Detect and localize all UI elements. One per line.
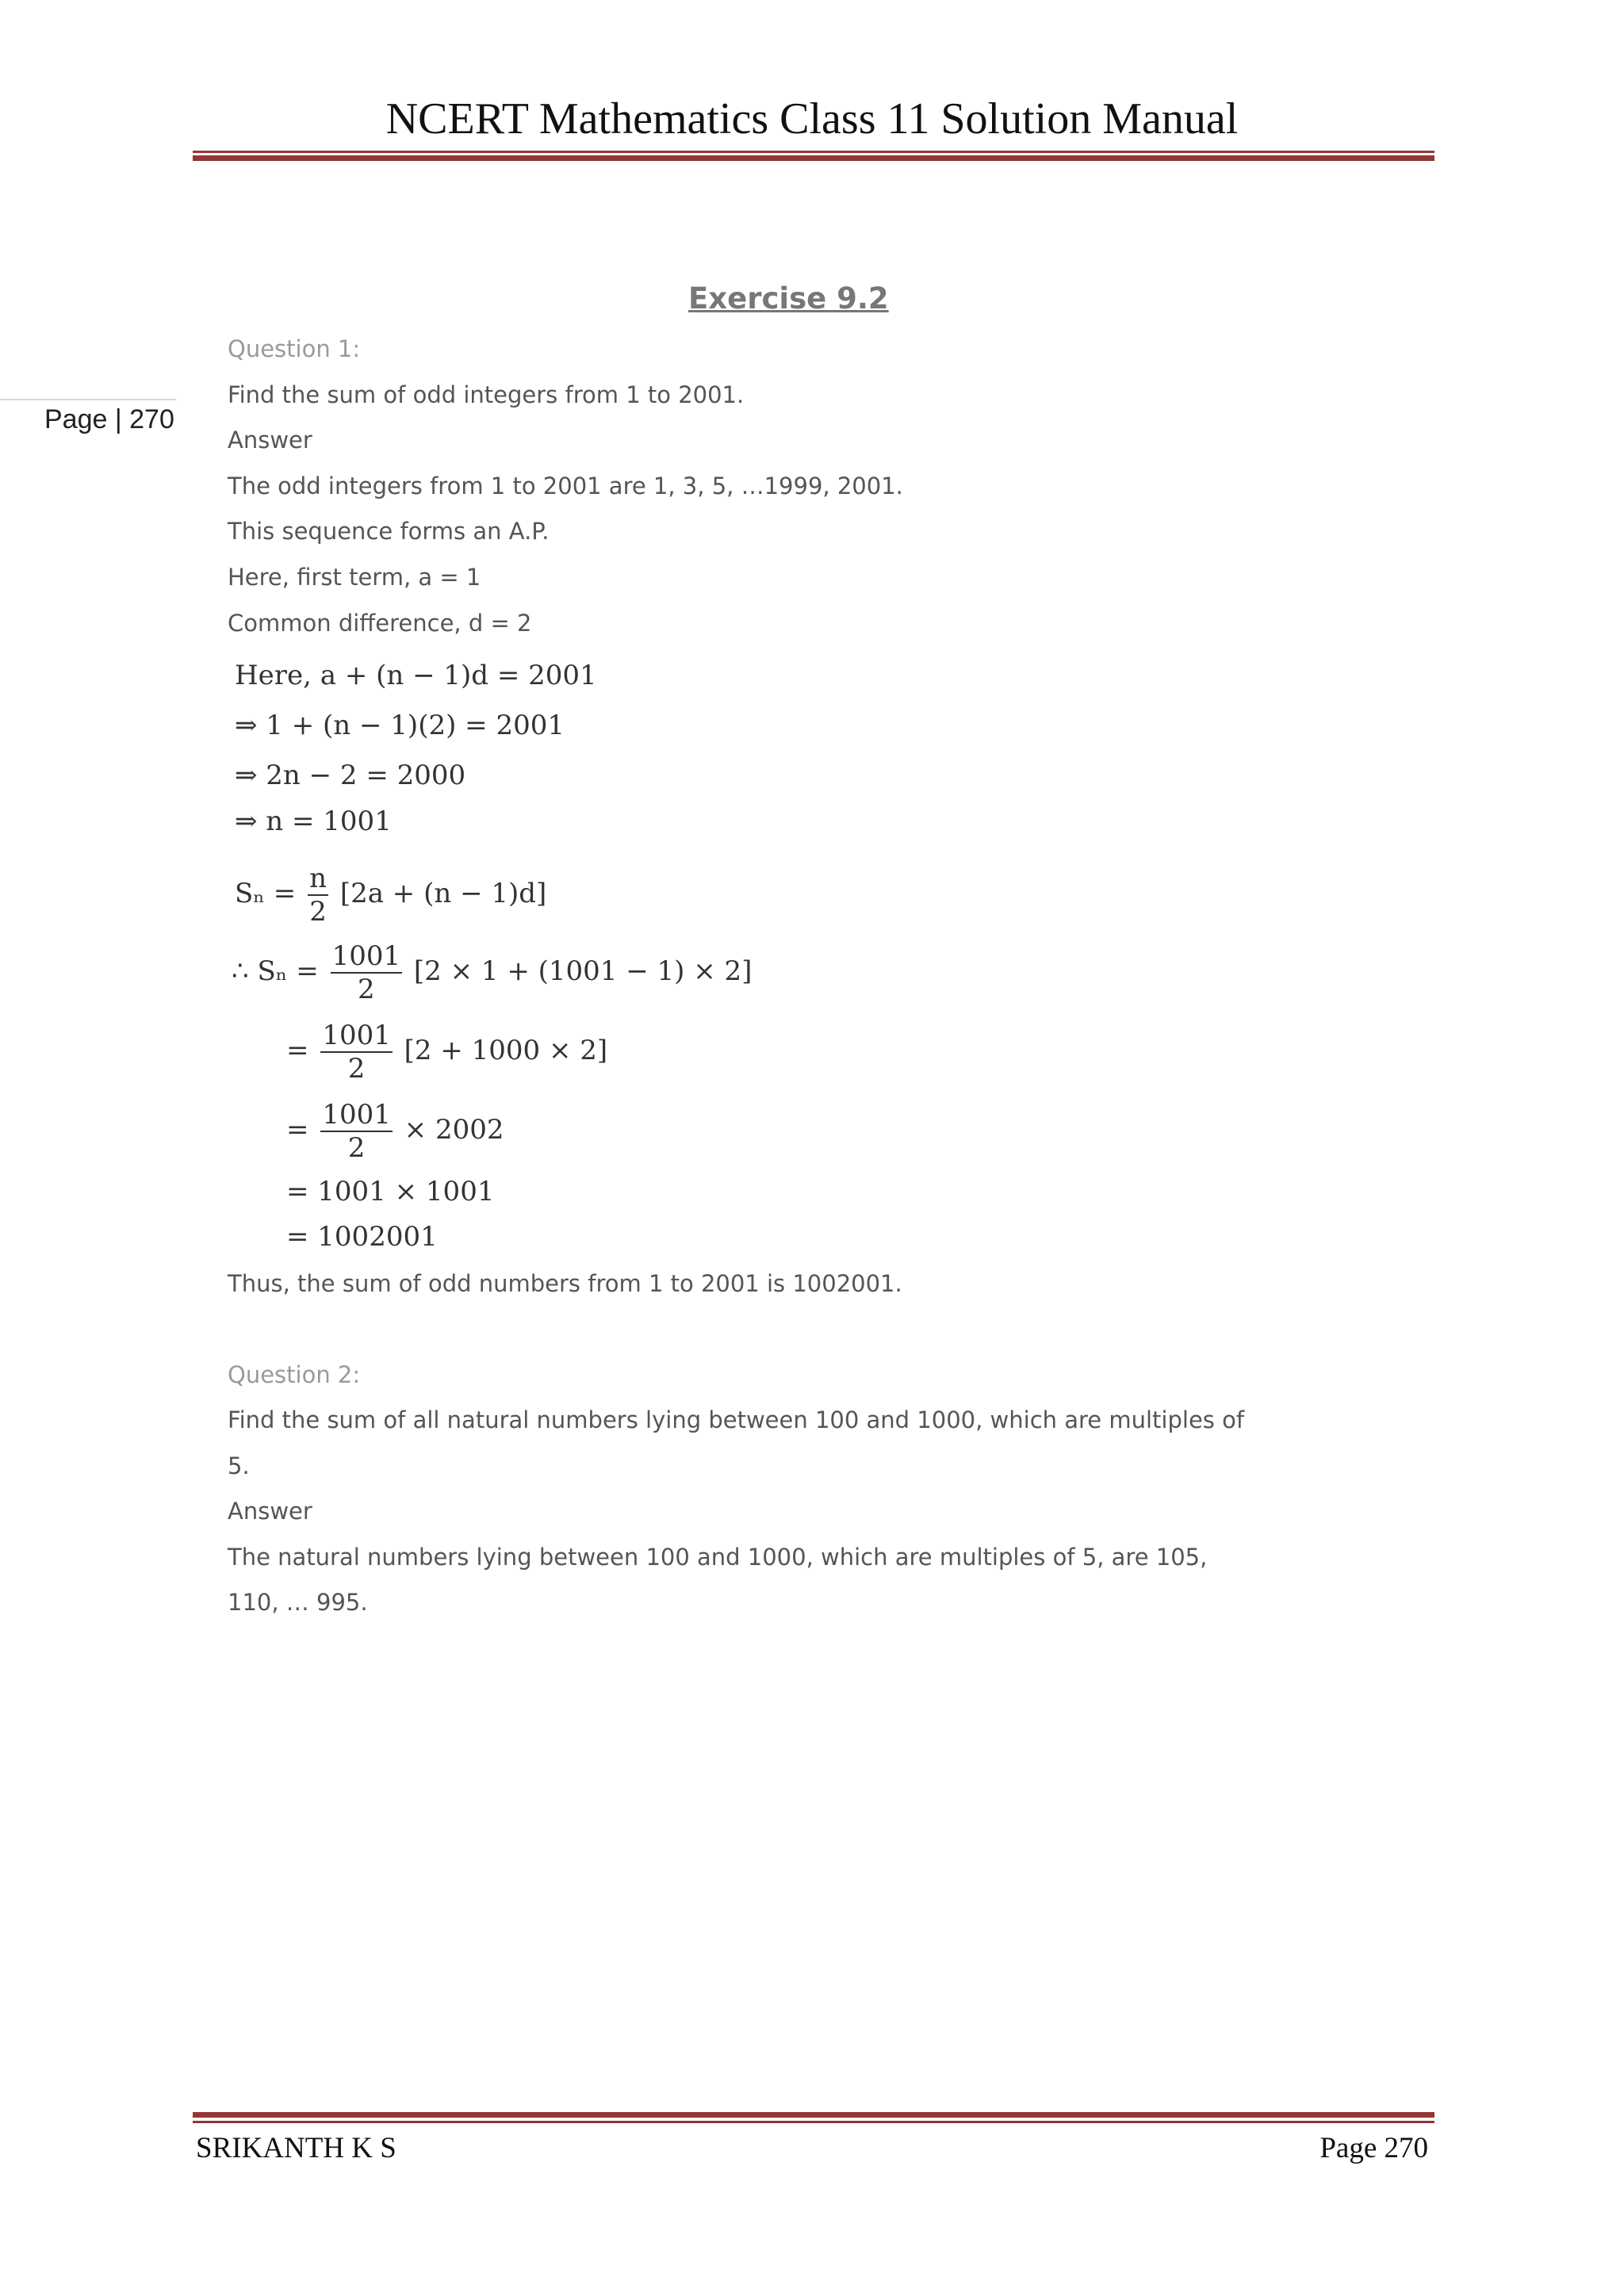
footer-page-number: Page 270: [1320, 2132, 1428, 2164]
footer-author: SRIKANTH K S: [196, 2132, 396, 2164]
denominator: 2: [347, 1132, 366, 1164]
sum-substitution: [232, 940, 752, 1005]
equation-line: ⇒ n = 1001: [235, 806, 392, 837]
fraction: [320, 1099, 393, 1164]
answer-2-label: Answer: [228, 1498, 312, 1525]
equation-line: ⇒ 2n − 2 = 2000: [235, 760, 466, 791]
question-1-text: Find the sum of odd integers from 1 to 2001.: [228, 381, 745, 408]
equation-lhs: ∴ Sₙ =: [232, 955, 319, 987]
answer-1-line: Here, first term, a = 1: [228, 564, 481, 591]
numerator: 1001: [331, 940, 401, 972]
equation-rhs: × 2002: [404, 1114, 504, 1146]
question-2-label: Question 2:: [228, 1361, 361, 1388]
answer-1-line: Common difference, d = 2: [228, 610, 532, 637]
header-rule-bottom: [193, 155, 1434, 161]
answer-1-label: Answer: [228, 427, 312, 453]
fraction: [308, 863, 328, 928]
answer-1-line: The odd integers from 1 to 2001 are 1, 3, 5, …1999, 2001.: [228, 473, 903, 499]
answer-1-line: This sequence forms an A.P.: [228, 518, 550, 545]
sum-step: [286, 1020, 607, 1085]
page-title: NCERT Mathematics Class 11 Solution Manual: [385, 94, 1239, 144]
numerator: 1001: [322, 1020, 391, 1051]
fraction: [331, 940, 403, 1005]
question-1-label: Question 1:: [228, 335, 361, 362]
header-rule-top: [193, 151, 1434, 153]
denominator: 2: [358, 974, 375, 1005]
numerator: 1001: [322, 1099, 391, 1131]
equation-lhs: =: [286, 1035, 309, 1066]
equation-rhs: [2 × 1 + (1001 − 1) × 2]: [413, 955, 753, 987]
equation-lhs: =: [286, 1114, 309, 1146]
equation-rhs: [2a + (n − 1)d]: [339, 878, 547, 909]
equation-line: Here, a + (n − 1)d = 2001: [235, 660, 597, 691]
fraction: [320, 1020, 393, 1085]
footer-rule-top: [193, 2112, 1434, 2118]
answer-1-conclusion: Thus, the sum of odd numbers from 1 to 2001 is 1002001.: [228, 1270, 902, 1297]
question-2-text: Find the sum of all natural numbers lying between 100 and 1000, which are multiples of: [228, 1406, 1245, 1433]
question-2-text: 5.: [228, 1452, 250, 1479]
side-page-tab: Page | 270: [44, 404, 174, 434]
equation-lhs: Sₙ =: [235, 878, 297, 909]
sum-result: = 1002001: [286, 1221, 438, 1253]
equation-rhs: [2 + 1000 × 2]: [404, 1035, 608, 1066]
numerator: n: [309, 863, 327, 894]
side-tab-divider: [0, 399, 176, 400]
exercise-title: Exercise 9.2: [688, 281, 889, 316]
denominator: 2: [309, 896, 327, 928]
equation-line: ⇒ 1 + (n − 1)(2) = 2001: [235, 710, 565, 741]
answer-2-line: The natural numbers lying between 100 and 1000, which are multiples of 5, are 105,: [228, 1544, 1208, 1571]
denominator: 2: [347, 1053, 366, 1085]
sum-step: = 1001 × 1001: [286, 1176, 495, 1207]
answer-2-line: 110, … 995.: [228, 1589, 368, 1616]
sum-step: [286, 1099, 504, 1164]
footer-rule-bottom: [193, 2121, 1434, 2123]
sum-formula: [235, 863, 546, 928]
